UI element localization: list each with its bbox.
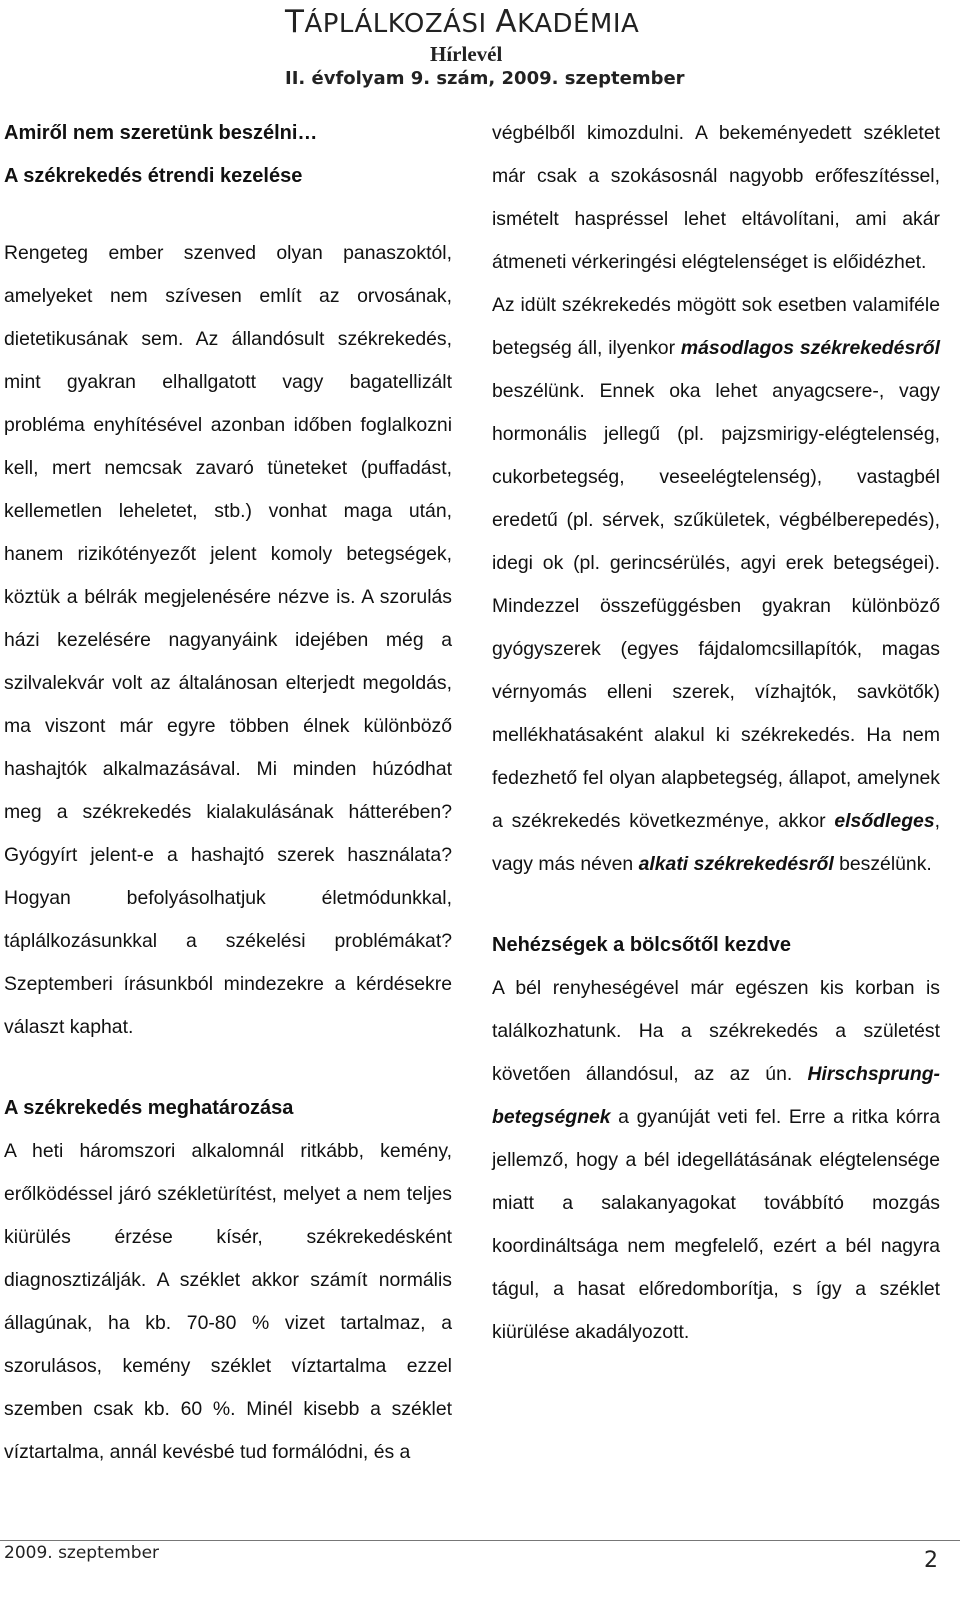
causes-text-2: beszélünk. Ennek oka lehet anyagcsere-, vagy hormonális jellegű (pl. pajzsmirigy-elégtelenség, cukorbetegség, veseelégtelenség), vastagbél eredetű (pl. sérvek, szűkületek, végbélberepedés), idegi ok (pl. gerincsérülés, agyi erek betegségei). Mindezzel összefüggésben gyakran különböző gyógyszerek (egyes fájdalomcsillapítók, magas vérnyomás elleni szerek, vízhajtók, savkötők) mellékhatásaként alakul ki székrekedés. Ha nem fedezhető fel olyan alapbetegség, állapot, amelynek a székrekedés következménye, akkor — [492, 380, 940, 832]
footer-divider — [0, 1540, 960, 1541]
term-secondary-constipation: másodlagos székrekedésről — [680, 337, 941, 359]
definition-paragraph: A heti háromszori alkalomnál ritkább, kemény, erőlködéssel járó székletürítést, melyet a nem teljes kiürülés érzése kísér, székrekedésként diagnosztizálják. A széklet akkor számít normális állagúnak, ha kb. 70-80 % vizet tartalmaz, a szorulásos, kemény széklet víztartalma ezzel szemben csak kb. 60 %. Minél kisebb a széklet víztartalma, annál kevésbé tud formálódni, és a — [4, 1140, 452, 1463]
term-primary: elsődleges — [834, 810, 935, 832]
title-part-1: ÁPLÁLKOZÁSI — [304, 9, 496, 39]
issue-info: II. évfolyam 9. szám, 2009. szeptember — [285, 68, 685, 89]
title-initial-a: A — [495, 4, 518, 40]
right-column — [492, 112, 940, 1354]
causes-text-3: , vagy más néven — [492, 810, 940, 875]
infancy-text-1: A bél renyheségével már egészen kis korban is találkozhatunk. Ha a székrekedés a születést követően állandósul, az az ún. — [492, 977, 940, 1085]
causes-text-1: Az idült székrekedés mögött sok esetben valamiféle betegség áll, ilyenkor — [492, 294, 940, 359]
term-hirschsprung: Hirschsprung-betegségnek — [492, 1063, 940, 1128]
intro-paragraph: Rengeteg ember szenved olyan panaszoktól, amelyeket nem szívesen említ az orvosának, dietetikusának sem. Az állandósult székrekedés, mint gyakran elhallgatott vagy bagatellizált probléma enyhítésével azonban időben foglalkozni kell, mert nemcsak zavaró tüneteket (puffadást, kellemetlen leheletet, stb.) vonhat maga után, hanem rizikótényezőt jelent komoly betegségek, köztük a bélrák megjelenésére nézve is. A szorulás házi kezelésére nagyanyáink idejében még a szilvalekvár volt az általánosan elterjedt megoldás, ma viszont már egyre többen élnek különböző hashajtók alkalmazásával. Mi minden húzódhat meg a székrekedés kialakulásának hátterében? Gyógyírt jelent-e a hashajtó szerek használata? Hogyan befolyásolhatjuk életmódunkkal, táplálkozásunkkal a székelési problémákat? Szeptemberi írásunkból mindezekre a kérdésekre választ kaphat. — [4, 242, 452, 1038]
causes-paragraph — [492, 284, 940, 886]
footer-date: 2009. szeptember — [4, 1543, 160, 1563]
infancy-text-2: a gyanúját veti fel. Erre a ritka kórra jellemző, hogy a bél idegellátásának elégtelensége miatt a salakanyagokat továbbító mozgás koordináltsága nem megfelelő, ezért a bél nagyra tágul, a hasat előredomborítja, s így a széklet kiürülése akadályozott. — [492, 1106, 940, 1343]
newsletter-header — [0, 0, 960, 100]
newsletter-subtitle: Hírlevél — [430, 42, 503, 66]
infancy-paragraph — [492, 967, 940, 1354]
title-initial-t: T — [285, 4, 305, 40]
left-column — [4, 112, 452, 1474]
causes-text-4: beszélünk. — [833, 853, 932, 875]
term-constitutional-constipation: alkati székrekedésről — [638, 853, 834, 875]
page-number: 2 — [924, 1548, 938, 1573]
article-kicker: Amiről nem szeretünk beszélni… — [4, 122, 318, 144]
title-part-2: KADÉMIA — [517, 9, 640, 39]
definition-heading: A székrekedés meghatározása — [4, 1097, 294, 1119]
infancy-heading: Nehézségek a bölcsőtől kezdve — [492, 934, 792, 956]
article-heading: A székrekedés étrendi kezelése — [4, 165, 303, 187]
continuation-paragraph: végbélből kimozdulni. A bekeményedett székletet már csak a szokásosnál nagyobb erőfeszítéssel, ismételt haspréssel lehet eltávolítani, ami akár átmeneti vérkeringési elégtelenséget is előidézhet. — [492, 122, 940, 273]
newsletter-title — [285, 4, 639, 40]
